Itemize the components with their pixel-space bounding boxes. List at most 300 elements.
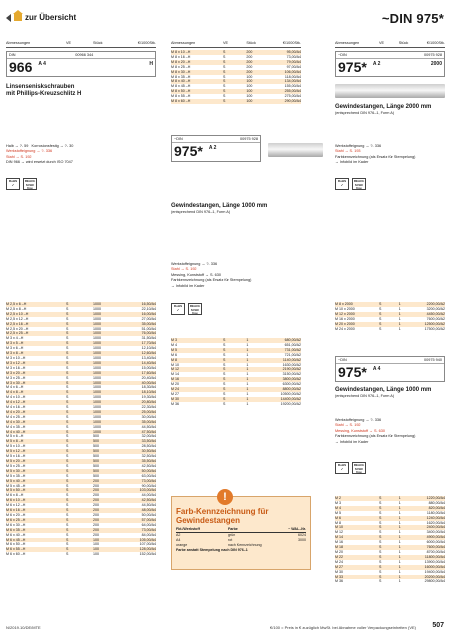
- col-price: €/1000Stk.: [282, 41, 301, 46]
- table-cell: 100: [93, 547, 99, 552]
- table-cell: 500: [93, 463, 99, 468]
- table-cell: M 8 x 20 –H: [171, 59, 191, 64]
- table-cell: 16000,00/A4: [424, 564, 445, 569]
- footer-right: €/100 = Preis in € zuzüglich MwSt. bei Abnahme voller Verpackungseinheiten (VE): [270, 625, 416, 630]
- table-cell: M 4 x 10 –H: [6, 395, 26, 400]
- info-exclamation-icon: !: [217, 489, 233, 505]
- table-cell: 6000,00/A4: [426, 540, 445, 545]
- badges-left: [6, 178, 37, 190]
- table-cell: 1: [398, 306, 401, 311]
- table-cell: S: [66, 326, 69, 331]
- card-extra: H: [149, 61, 153, 67]
- table-top-mid: [171, 50, 301, 104]
- table-cell: M 10 x 2000: [335, 306, 355, 311]
- table-cell: M 2,5 x 8 –H: [6, 306, 27, 311]
- table-cell: M 8 x 25 –H: [171, 64, 191, 69]
- info-a: Werkstoffeignung → ?- 336: [171, 262, 218, 266]
- card-code: 00975 940: [424, 358, 442, 362]
- table-cell: S: [379, 505, 382, 510]
- info-c: Messing, Kunststoff → S. 630: [171, 272, 221, 277]
- table-cell: S: [66, 380, 69, 385]
- table-cell: 2200,00/A2: [426, 302, 445, 306]
- table-cell: S: [379, 500, 382, 505]
- table-cell: S: [66, 508, 69, 513]
- table-cell: S: [66, 316, 69, 321]
- table-cell: 500: [93, 434, 99, 439]
- table-cell: S: [66, 375, 69, 380]
- rohs-badge: RoHS ✓: [6, 178, 20, 190]
- info-b[interactable]: Stahl → S. 193: [335, 149, 361, 154]
- table-right-bottom: [335, 496, 445, 584]
- table-cell: 1: [398, 515, 401, 520]
- table-cell: 118,00/A4: [284, 74, 301, 79]
- table-cell: S: [66, 449, 69, 454]
- desc-line-1: Linsenseniskschrauben: [6, 84, 75, 90]
- table-cell: 1180,00/A4: [426, 510, 445, 515]
- table-cell: M 3 x 10 –H: [6, 355, 26, 360]
- table-cell: 200: [93, 527, 99, 532]
- table-cell: M 18: [335, 545, 343, 550]
- table-cell: 19,30/A4: [141, 395, 156, 400]
- table-right-top: [335, 302, 445, 331]
- table-cell: 500: [93, 444, 99, 449]
- table-cell: M 3: [171, 338, 177, 342]
- table-cell: 1: [398, 569, 401, 574]
- table-cell: 50,00/A4: [141, 468, 156, 473]
- table-cell: M 4 x 20 –H: [6, 409, 26, 414]
- card-type: 975*: [338, 364, 367, 380]
- table-cell: 100: [93, 542, 99, 547]
- table-cell: S: [66, 547, 69, 552]
- table-cell: 134,00/A4: [284, 79, 301, 84]
- table-cell: S: [223, 69, 226, 74]
- table-cell: 200: [246, 59, 253, 64]
- table-cell: M 4 x 40 –H: [6, 429, 26, 434]
- table-cell: 100: [246, 99, 253, 104]
- table-cell: S: [223, 382, 226, 387]
- table-cell: 1: [246, 396, 249, 401]
- table-cell: M 12 x 2000: [335, 311, 355, 316]
- table-cell: 200: [93, 508, 99, 513]
- table-cell: S: [66, 385, 69, 390]
- table-cell: 820,00/A4: [428, 505, 445, 510]
- table-cell: 152,00/A4: [139, 552, 156, 557]
- table-cell: 200: [93, 498, 99, 503]
- table-cell: S: [66, 311, 69, 316]
- table-cell: 73,00/A4: [141, 478, 156, 483]
- gew-1000b-details: [335, 418, 450, 445]
- table-cell: M 33: [335, 574, 343, 579]
- info-e: → Infobild im Kader: [171, 283, 205, 288]
- table-cell: 1: [398, 311, 401, 316]
- table-cell: S: [66, 341, 69, 346]
- table-cell: M 3 x 12 –H: [6, 360, 26, 365]
- table-cell: S: [379, 569, 382, 574]
- table-cell: 95,00/A4: [286, 50, 301, 54]
- card-label: ~DIN: [338, 358, 347, 362]
- table-cell: S: [223, 342, 226, 347]
- table-cell: S: [66, 459, 69, 463]
- gew-2000-info: [335, 104, 450, 116]
- table-cell: M 5 x 45 –H: [6, 483, 26, 488]
- table-cell: M 2,5 x 20 –H: [6, 326, 29, 331]
- table-cell: M 6 x 40 –H: [6, 532, 26, 537]
- table-cell: 47,50/A4: [141, 429, 156, 434]
- table-cell: 100: [246, 74, 253, 79]
- table-cell: 1000: [93, 336, 101, 341]
- gew-1000b-info: [335, 387, 450, 399]
- table-cell: 155,00/A4: [284, 84, 301, 89]
- table-cell: S: [66, 478, 69, 483]
- badges-right: [335, 178, 366, 190]
- table-cell: M 5 x 6 –H: [6, 434, 24, 439]
- table-cell: 200: [93, 517, 99, 522]
- table-cell: S: [379, 535, 382, 540]
- info-a: Werkstoffeignung → ?- 336: [335, 144, 382, 148]
- table-cell: 97,00/A4: [286, 64, 301, 69]
- table-cell: 28,50/A4: [141, 444, 156, 449]
- farb-cell: 6024: [298, 533, 306, 537]
- farb-cell: A4: [176, 538, 181, 542]
- table-cell: 200: [246, 69, 253, 74]
- table-cell: 1000: [93, 306, 101, 311]
- info-d[interactable]: Stahl → S. 192: [6, 154, 32, 159]
- table-cell: 18,10/A4: [141, 390, 156, 395]
- table-cell: S: [66, 444, 69, 449]
- table-cell: M 30: [171, 396, 179, 401]
- table-cell: 1: [246, 352, 249, 357]
- table-cell: S: [379, 545, 382, 550]
- table-cell: 15,00/A4: [141, 365, 156, 370]
- table-cell: M 8 x 30 –H: [171, 69, 191, 74]
- farb-cell: nach Kennzeichnung: [228, 543, 262, 547]
- table-cell: 12,60/A4: [141, 351, 156, 356]
- table-cell: 200: [93, 522, 99, 527]
- table-cell: S: [379, 302, 382, 306]
- table-cell: S: [379, 321, 382, 326]
- col-price: €/1000Stk.: [137, 41, 156, 46]
- table-cell: M 4 x 16 –H: [6, 405, 26, 410]
- col-ve: VE: [223, 41, 229, 46]
- info-e: → Infobild im Kader: [335, 439, 369, 444]
- farb-title: Farb-Kennzeichnung für Gewindestangen: [176, 507, 269, 525]
- reach-badge: REACh SVHC free: [189, 304, 201, 315]
- table-cell: M 14: [335, 535, 343, 540]
- card-type: 966: [9, 59, 33, 75]
- table-cell: M 5: [171, 347, 177, 352]
- table-cell: 290,00/A4: [284, 99, 301, 104]
- table-cell: M 16: [335, 540, 343, 545]
- table-cell: 200: [93, 503, 99, 508]
- table-cell: M 8: [335, 520, 341, 525]
- table-cell: 1000: [93, 311, 101, 316]
- back-label: zur Übersicht: [25, 13, 77, 22]
- footer-left: N/2019.10/DE/MTE: [6, 625, 41, 630]
- table-cell: S: [379, 540, 382, 545]
- table-cell: 10500,00/A2: [280, 391, 301, 396]
- table-cell: 25,00/A4: [141, 409, 156, 414]
- table-cell: M 3: [335, 500, 341, 505]
- farb-kennzeichnung-box: [171, 491, 311, 570]
- table-cell: 1: [246, 357, 249, 362]
- table-cell: M 5 x 20 –H: [6, 459, 26, 463]
- info-d: Farbkennzeichnung (als Ersatz für Stempelung): [335, 434, 416, 439]
- info-d: → Infobild im Kader: [335, 160, 369, 165]
- info-b[interactable]: Stahl → S. 192: [335, 423, 361, 428]
- threaded-rod-image: [335, 84, 445, 98]
- table-cell: M 4 x 35 –H: [6, 424, 26, 429]
- table-cell: S: [66, 414, 69, 419]
- table-cell: S: [223, 94, 226, 99]
- table-cell: 275,00/A4: [284, 94, 301, 99]
- table-cell: 1620,00/A4: [426, 520, 445, 525]
- table-cell: 11800,00/A4: [424, 554, 445, 559]
- table-cell: 29800,00/A4: [424, 579, 445, 584]
- table-cell: M 3 x 8 –H: [6, 351, 24, 356]
- table-cell: S: [66, 552, 69, 557]
- home-icon: [14, 14, 22, 21]
- rohs-badge: RoHS ✓: [335, 462, 349, 474]
- table-cell: M 6 x 45 –H: [6, 537, 26, 542]
- table-cell: 2190,00/A2: [282, 367, 301, 372]
- table-cell: 1240,00/A4: [426, 515, 445, 520]
- page-number: 507: [432, 622, 444, 629]
- section-title: Gewindestangen, Länge 2000 mm: [335, 104, 432, 110]
- table-cell: M 8 x 2000: [335, 302, 353, 306]
- table-cell: S: [379, 311, 382, 316]
- table-cell: M 8 x 60 –H: [171, 99, 191, 104]
- table-cell: M 6 x 35 –H: [6, 527, 26, 532]
- table-cell: 200: [93, 532, 99, 537]
- product-card-975-b: [335, 51, 445, 77]
- table-cell: S: [66, 370, 69, 375]
- table-cell: 17,70/A4: [141, 341, 156, 346]
- table-cell: 200: [93, 483, 99, 488]
- table-cell: 1000: [93, 429, 101, 434]
- table-cell: 1: [398, 302, 401, 306]
- table-cell: 680,00/A2: [284, 338, 301, 342]
- table-cell: S: [223, 377, 226, 382]
- section-title: Gewindestangen, Länge 1000 mm: [171, 203, 268, 209]
- table-cell: 1000: [93, 316, 101, 321]
- table-cell: M 10: [171, 362, 179, 367]
- table-cell: S: [66, 351, 69, 356]
- table-cell: 200: [93, 488, 99, 493]
- table-cell: 1000: [93, 400, 101, 405]
- table-cell: S: [66, 473, 69, 478]
- table-cell: 651,00/A2: [284, 342, 301, 347]
- table-cell: 1: [246, 391, 249, 396]
- card-label: ~DIN: [174, 137, 183, 141]
- left-column-header: [6, 40, 156, 48]
- table-cell: S: [66, 331, 69, 336]
- col-dim: Abmessungen: [171, 41, 196, 46]
- table-cell: 17500,00/A2: [424, 326, 445, 331]
- table-cell: 51,00/A4: [141, 326, 156, 331]
- rohs-badge: RoHS ✓: [335, 178, 349, 190]
- table-cell: 255,00/A4: [284, 89, 301, 94]
- table-cell: S: [223, 357, 226, 362]
- table-cell: 76,00/A4: [141, 331, 156, 336]
- table-cell: M 16: [171, 377, 179, 382]
- table-cell: S: [66, 429, 69, 434]
- table-cell: 4450,00/A2: [426, 311, 445, 316]
- table-cell: 1: [398, 505, 401, 510]
- table-cell: 1000: [93, 326, 101, 331]
- col-dim: Abmessungen: [335, 41, 360, 46]
- table-cell: S: [223, 367, 226, 372]
- col-price: €/1000Stk.: [426, 41, 445, 46]
- table-cell: M 16 x 2000: [335, 316, 355, 321]
- table-cell: 1000: [93, 321, 101, 326]
- table-cell: S: [66, 463, 69, 468]
- col-dim: Abmessungen: [6, 41, 31, 46]
- table-cell: M 8 x 45 –H: [171, 84, 191, 89]
- table-cell: 1: [398, 559, 401, 564]
- table-cell: S: [66, 405, 69, 410]
- table-cell: S: [223, 352, 226, 357]
- table-cell: 35,00/A4: [141, 419, 156, 424]
- table-cell: S: [66, 488, 69, 493]
- table-cell: M 5 x 35 –H: [6, 473, 26, 478]
- table-cell: S: [223, 64, 226, 69]
- table-cell: S: [223, 362, 226, 367]
- table-cell: M 5: [335, 510, 341, 515]
- table-cell: M 8 x 10 –H: [171, 50, 191, 54]
- table-cell: 1: [398, 520, 401, 525]
- table-cell: S: [66, 517, 69, 522]
- table-cell: M 6 x 30 –H: [6, 522, 26, 527]
- table-cell: S: [66, 400, 69, 405]
- table-cell: S: [379, 554, 382, 559]
- info-note: DIN 966 → wird ersetzt durch ISO 7047: [6, 160, 73, 165]
- table-cell: 880,00/A4: [428, 500, 445, 505]
- table-cell: 3400,00/A4: [426, 530, 445, 535]
- info-c[interactable]: Werkstoffeignung → ?- 336: [6, 149, 53, 154]
- table-cell: S: [66, 336, 69, 341]
- mid-info: [171, 262, 321, 289]
- table-cell: M 5 x 50 –H: [6, 488, 26, 493]
- table-cell: S: [66, 468, 69, 473]
- table-cell: M 6 x 25 –H: [6, 517, 26, 522]
- table-cell: 19200,00/A2: [280, 401, 301, 406]
- table-cell: 63,00/A4: [141, 473, 156, 478]
- table-cell: S: [66, 483, 69, 488]
- threaded-rod-image: [268, 143, 323, 157]
- table-cell: 2400,00/A4: [426, 525, 445, 530]
- table-cell: 6300,00/A2: [282, 382, 301, 387]
- table-cell: 1630,00/A2: [282, 362, 301, 367]
- info-d: Farbkennzeichnung (als Ersatz für Stempelung): [171, 278, 252, 283]
- table-cell: S: [379, 316, 382, 321]
- table-cell: S: [223, 391, 226, 396]
- farb-cell: 3000: [298, 538, 306, 542]
- col-ve: VE: [66, 41, 72, 46]
- table-cell: 57,00/A4: [141, 517, 156, 522]
- table-cell: 1: [246, 338, 249, 342]
- info-b[interactable]: Stahl → S. 192: [171, 267, 197, 272]
- table-cell: 42,50/A4: [141, 463, 156, 468]
- table-cell: 17,60/A4: [141, 370, 156, 375]
- card-type: 975*: [174, 143, 203, 159]
- table-cell: S: [223, 347, 226, 352]
- farb-cell: [274, 543, 307, 548]
- table-cell: 1000: [93, 360, 101, 365]
- table-cell: M 6 x 8 –H: [6, 493, 24, 498]
- table-cell: S: [66, 355, 69, 360]
- table-cell: M 6 x 20 –H: [6, 512, 26, 517]
- card-variant: A 4: [372, 366, 381, 372]
- table-cell: M 3 x 25 –H: [6, 375, 26, 380]
- table-cell: 8800,00/A2: [282, 387, 301, 392]
- table-cell: S: [66, 409, 69, 414]
- table-cell: M 27: [171, 391, 179, 396]
- table-cell: S: [379, 515, 382, 520]
- table-cell: S: [66, 360, 69, 365]
- table-cell: S: [223, 84, 226, 89]
- table-cell: 35,00/A4: [141, 321, 156, 326]
- back-to-overview-link[interactable]: [6, 13, 76, 22]
- table-cell: 79,00/A4: [286, 59, 301, 64]
- table-cell: S: [66, 346, 69, 351]
- table-cell: 100: [246, 84, 253, 89]
- product-card-975-c: [335, 356, 445, 382]
- table-cell: S: [379, 579, 382, 584]
- table-cell: 1000: [93, 355, 101, 360]
- table-cell: M 24: [335, 559, 343, 564]
- table-cell: M 6 x 10 –H: [6, 498, 26, 503]
- table-cell: 1140,00/A2: [282, 357, 301, 362]
- table-cell: 1000: [93, 414, 101, 419]
- table-cell: S: [223, 396, 226, 401]
- card-variant: A 2: [208, 145, 217, 151]
- table-cell: 31,50/A4: [141, 336, 156, 341]
- farb-cell: orange: [176, 543, 188, 547]
- table-cell: S: [66, 434, 69, 439]
- table-cell: S: [379, 564, 382, 569]
- table-cell: S: [379, 574, 382, 579]
- table-cell: S: [66, 302, 69, 306]
- gew-1000-info: [171, 203, 321, 215]
- table-cell: 200: [93, 478, 99, 483]
- table-cell: M 12: [335, 530, 343, 535]
- table-cell: 73,00/A4: [141, 527, 156, 532]
- page-title: ~DIN 975*: [381, 11, 444, 26]
- table-row: [6, 552, 156, 557]
- table-cell: 1000: [93, 380, 101, 385]
- card-variant: A 2: [372, 61, 381, 67]
- table-cell: S: [66, 365, 69, 370]
- right-column-header: [335, 40, 445, 48]
- table-cell: 42,50/A4: [141, 498, 156, 503]
- info-c[interactable]: Messing, Kunststoff → S. 630: [335, 428, 385, 433]
- farb-cell: grün: [228, 533, 236, 537]
- section-title: Gewindestangen, Länge 1000 mm: [335, 387, 432, 393]
- table-cell: 1000: [93, 351, 101, 356]
- table-cell: 7600,00/A2: [426, 316, 445, 321]
- table-cell: M 5 x 30 –H: [6, 468, 26, 473]
- table-cell: 14400,00/A2: [280, 396, 301, 401]
- table-cell: M 6 x 60 –H: [6, 552, 26, 557]
- reach-badge: REACh SVHC free: [353, 179, 365, 190]
- table-cell: 1000: [93, 419, 101, 424]
- table-row: [335, 579, 445, 584]
- col-unit: Stück: [398, 41, 409, 46]
- table-cell: 1000: [93, 346, 101, 351]
- table-cell: 12,10/A4: [141, 346, 156, 351]
- table-cell: M 5 x 8 –H: [6, 439, 24, 444]
- table-cell: M 3 x 6 –H: [6, 346, 24, 351]
